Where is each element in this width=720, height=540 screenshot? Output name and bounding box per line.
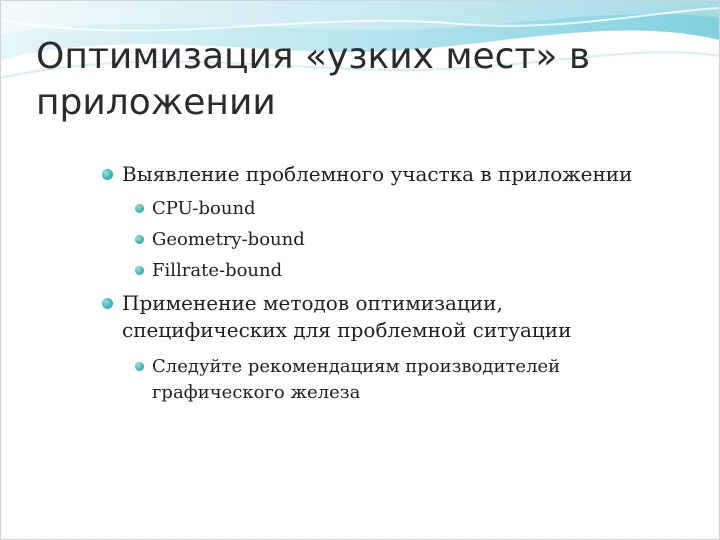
bullet-text-line-1: Применение методов оптимизации, — [122, 291, 503, 315]
sub-bullet-fillrate-bound — [152, 258, 282, 284]
teal-dot-bullet-icon — [135, 362, 144, 371]
teal-dot-bullet-icon — [102, 169, 113, 180]
sub-bullet-text: CPU-bound — [152, 198, 256, 219]
sub-bullet-text-line-1: Следуйте рекомендациям производителей — [152, 356, 561, 377]
slide-title: Оптимизация «узких мест» в приложении — [36, 36, 591, 123]
bullet-text-line-2: специфических для проблемной ситуации — [122, 318, 572, 342]
sub-bullet-text-line-2: графического железа — [152, 382, 361, 403]
sub-bullet-text: Geometry-bound — [152, 229, 305, 250]
sub-bullet-geometry-bound — [152, 227, 305, 253]
teal-dot-bullet-icon — [135, 204, 144, 213]
bullet-item-detect-bottleneck — [122, 161, 632, 188]
teal-dot-bullet-icon — [135, 235, 144, 244]
teal-dot-bullet-icon — [135, 266, 144, 275]
teal-dot-bullet-icon — [102, 298, 113, 309]
sub-bullet-cpu-bound — [152, 196, 256, 222]
bullet-text: Выявление проблемного участка в приложении — [122, 162, 633, 186]
bullet-item-apply-methods — [122, 290, 571, 344]
sub-bullet-vendor-recommendations — [152, 354, 560, 406]
sub-bullet-text: Fillrate-bound — [152, 260, 283, 281]
